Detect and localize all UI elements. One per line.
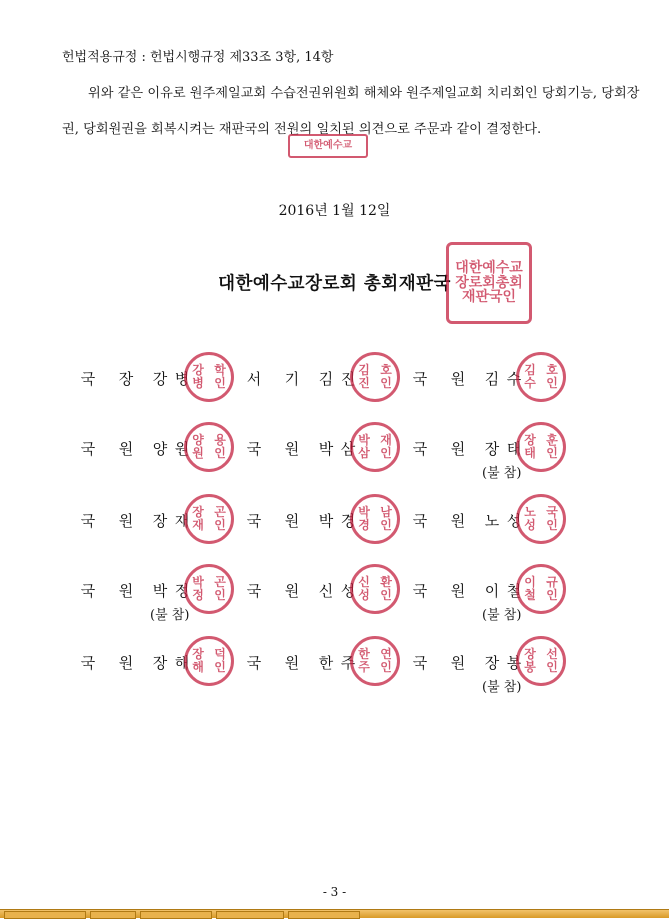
member-seal: 김수 호인 [516, 352, 566, 402]
member-name-char: 삼 [340, 440, 356, 458]
member-name-char: 양 [152, 440, 168, 458]
member-title-char: 원 [118, 582, 134, 600]
member-name-char: 정 [174, 582, 190, 600]
member-title-char: 국 [80, 370, 96, 388]
member-title-char: 원 [284, 512, 300, 530]
member-title-char: 원 [118, 512, 134, 530]
member-name-char: 진 [340, 370, 356, 388]
member-title-char: 원 [450, 512, 466, 530]
constitution-reference: 헌법적용규정 : 헌법시행규정 제33조 3항, 14항 [62, 50, 334, 65]
member-seal: 박삼 재인 [350, 422, 400, 472]
member-title-char: 원 [284, 654, 300, 672]
member-name-char: 강 [152, 370, 168, 388]
member-title-char: 국 [246, 582, 262, 600]
member-name-char: 이 [484, 582, 500, 600]
taskbar-button[interactable] [216, 911, 284, 919]
member-name-char: 주 [340, 654, 356, 672]
member-seal: 양원 용인 [184, 422, 234, 472]
taskbar-button[interactable] [90, 911, 136, 919]
member-name-char: 수 [506, 370, 522, 388]
taskbar-button[interactable] [4, 911, 86, 919]
member-seal: 장태 훈인 [516, 422, 566, 472]
member-name-char: 신 [318, 582, 334, 600]
court-official-seal: 대한예수교장로회총회재판국인 [446, 242, 532, 324]
member-title-char: 원 [118, 654, 134, 672]
member-title-char: 원 [118, 440, 134, 458]
member-title-char: 국 [246, 654, 262, 672]
member-title-char: 국 [80, 582, 96, 600]
absent-note: (불 참) [150, 608, 190, 623]
member-name-char: 박 [318, 512, 334, 530]
member-name-char: 김 [484, 370, 500, 388]
member-name-char: 박 [152, 582, 168, 600]
member-name-char: 재 [174, 512, 190, 530]
member-title-char: 국 [412, 512, 428, 530]
member-seal: 박정 곤인 [184, 564, 234, 614]
member-name-char: 병 [174, 370, 190, 388]
member-title-char: 국 [80, 440, 96, 458]
member-title-char: 서 [246, 370, 262, 388]
member-title-char: 국 [80, 654, 96, 672]
member-title-char: 원 [450, 440, 466, 458]
absent-note: (불 참) [482, 680, 522, 695]
member-title-char: 원 [450, 654, 466, 672]
member-name-char: 장 [152, 512, 168, 530]
decision-paragraph-line2: 권, 당회원권을 회복시켜는 재판국의 전원의 일치된 의견으로 주문과 같이 결정한다. [62, 122, 542, 137]
page-number: - 3 - [322, 885, 347, 899]
member-name-char: 장 [484, 440, 500, 458]
member-seal: 이철 규인 [516, 564, 566, 614]
member-name-char: 성 [506, 512, 522, 530]
member-seal: 박경 남인 [350, 494, 400, 544]
member-name-char: 장 [152, 654, 168, 672]
decision-date: 2016년 1월 12일 [278, 203, 391, 219]
member-name-char: 해 [174, 654, 190, 672]
court-name: 대한예수교장로회 총회재판국 [218, 274, 451, 294]
member-title-char: 국 [412, 440, 428, 458]
member-title-char: 기 [284, 370, 300, 388]
member-name-char: 경 [340, 512, 356, 530]
member-title-char: 국 [412, 654, 428, 672]
member-seal: 강병 학인 [184, 352, 234, 402]
member-title-char: 원 [284, 582, 300, 600]
member-seal: 신성 환인 [350, 564, 400, 614]
member-name-char: 노 [484, 512, 500, 530]
member-seal: 노성 국인 [516, 494, 566, 544]
member-name-char: 철 [506, 582, 522, 600]
correction-seal: 대한예수교 [288, 134, 368, 158]
member-title-char: 국 [80, 512, 96, 530]
member-seal: 장재 곤인 [184, 494, 234, 544]
member-name-char: 박 [318, 440, 334, 458]
member-title-char: 국 [246, 512, 262, 530]
member-title-char: 국 [412, 370, 428, 388]
member-name-char: 태 [506, 440, 522, 458]
member-seal: 김진 호인 [350, 352, 400, 402]
member-title-char: 원 [284, 440, 300, 458]
taskbar-button[interactable] [140, 911, 212, 919]
member-title-char: 원 [450, 370, 466, 388]
member-title-char: 장 [118, 370, 134, 388]
member-name-char: 원 [174, 440, 190, 458]
absent-note: (불 참) [482, 608, 522, 623]
member-title-char: 국 [246, 440, 262, 458]
member-name-char: 봉 [506, 654, 522, 672]
decision-paragraph-line1: 위와 같은 이유로 원주제일교회 수습전권위원회 해체와 원주제일교회 치리회인 당회기능, 당회장 [88, 86, 640, 101]
member-name-char: 한 [318, 654, 334, 672]
member-name-char: 김 [318, 370, 334, 388]
taskbar-button[interactable] [288, 911, 360, 919]
member-seal: 장봉 선인 [516, 636, 566, 686]
member-title-char: 국 [412, 582, 428, 600]
member-seal: 장해 덕인 [184, 636, 234, 686]
member-title-char: 원 [450, 582, 466, 600]
member-name-char: 장 [484, 654, 500, 672]
absent-note: (불 참) [482, 466, 522, 481]
member-name-char: 성 [340, 582, 356, 600]
member-seal: 한주 연인 [350, 636, 400, 686]
